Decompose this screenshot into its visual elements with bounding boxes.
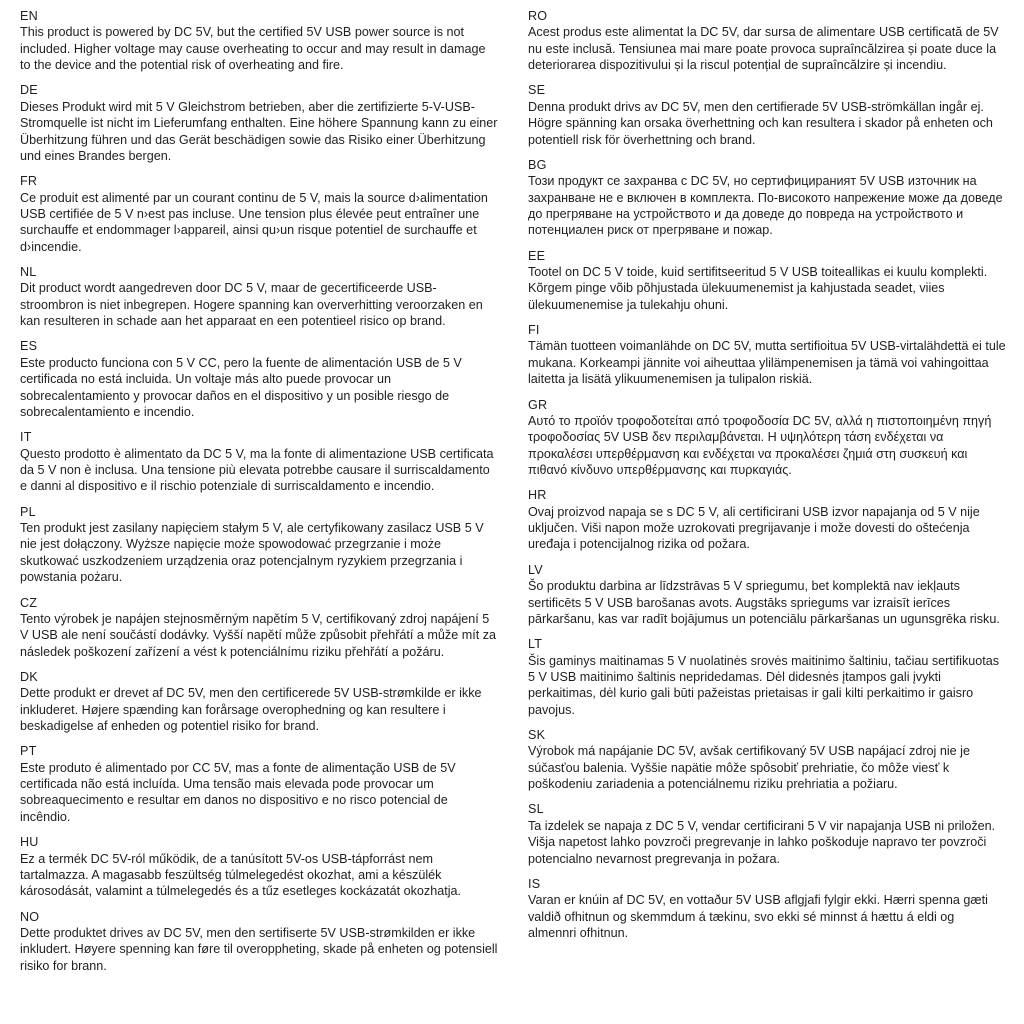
language-code: FI <box>528 323 540 338</box>
language-code: SE <box>528 83 546 98</box>
translation-text: Ten produkt jest zasilany napięciem stałym 5 V, ale certyfikowany zasilacz USB 5 V nie jest dołączony. Wyższe napięcie może spowodować przegrzanie i może skutkować uszkodzeniem urządzenia oraz potencjalnym ryzykiem przegrzania i powstania pożaru. <box>20 521 484 585</box>
lang-section-sl <box>528 801 1006 866</box>
translation-text: This product is powered by DC 5V, but the certified 5V USB power source is not included. Higher voltage may cause overheating to occur and may result in damage to the device and the potential risk of overheating and fire. <box>20 25 486 73</box>
lang-section-de <box>20 82 498 164</box>
lang-section-lt <box>528 636 1006 718</box>
language-code: LT <box>528 637 543 652</box>
language-code: IT <box>20 430 32 445</box>
lang-section-fi <box>528 322 1006 387</box>
lang-section-se <box>528 82 1006 147</box>
lang-section-is <box>528 876 1006 941</box>
translation-text: Dette produkt er drevet af DC 5V, men den certificerede 5V USB-strømkilde er ikke inkluderet. Højere spænding kan forårsage overophedning og kan resultere i beskadigelse af enheden og potentiel risiko for brand. <box>20 686 482 734</box>
lang-section-no <box>20 909 498 974</box>
lang-section-fr <box>20 173 498 255</box>
translation-text: Šis gaminys maitinamas 5 V nuolatinės srovės maitinimo šaltiniu, tačiau sertifikuotas 5 V USB maitinimo šaltinis nepridedamas. Dėl didesnės įtampos gali įvykti perkaitimas, dėl kurio gali būti pažeistas prietaisas ir gali kilti perkaitimo ir gaisro pavojus. <box>528 653 1000 717</box>
language-code: LV <box>528 562 543 577</box>
translation-text: Varan er knúin af DC 5V, en vottaður 5V USB aflgjafi fylgir ekki. Hærri spenna gæti valdið ofhitnun og skemmdum á tækinu, svo ekki sé minnst á hættu á eldi og almennri ofhitnun. <box>528 893 988 940</box>
translation-text: Denna produkt drivs av DC 5V, men den certifierade 5V USB-strömkällan ingår ej. Högre spänning kan orsaka överhettning och kan resultera i skador på enheten och potentiell risk för överhettning och brand. <box>528 99 993 147</box>
column-left <box>20 8 498 1018</box>
lang-section-nl <box>20 264 498 329</box>
language-code: CZ <box>20 595 38 610</box>
translation-text: Acest produs este alimentat la DC 5V, dar sursa de alimentare USB certificată de 5V nu este inclusă. Tensiunea mai mare poate provoca supraîncălzirea și poate duce la deteriorarea dispozitivului și la riscul potențial de supraîncălzire și incendiu. <box>528 25 999 73</box>
translation-text: Este produto é alimentado por CC 5V, mas a fonte de alimentação USB de 5V certificada não está incluída. Uma tensão mais elevada pode provocar um sobreaquecimento e resultar em danos no dispositivo e no risco potencial de incêndio. <box>20 760 456 824</box>
lang-section-cz <box>20 595 498 660</box>
column-right <box>528 8 1006 1018</box>
language-code: HU <box>20 835 39 850</box>
translation-text: Αυτό το προϊόν τροφοδοτείται από τροφοδοσία DC 5V, αλλά η πιστοποιημένη πηγή τροφοδοσίας 5V USB δεν περιλαμβάνεται. Η υψηλότερη τάση ενδέχεται να προκαλέσει υπερθέρμανση και ενδέχεται να προκαλέσει ζημιά στη συσκευή και πιθανό κίνδυνο υπερθέρμανσης και πυρκαγιάς. <box>528 413 992 477</box>
translation-text: Šo produktu darbina ar līdzstrāvas 5 V spriegumu, bet komplektā nav iekļauts sertificēts 5 V USB barošanas avots. Augstāks spriegums var izraisīt ierīces pārkaršanu, kas var radīt bojājumus un potenciālu pārkaršanas un ugunsgrēka risku. <box>528 579 1000 626</box>
language-code: NL <box>20 265 37 280</box>
lang-section-ro <box>528 8 1006 73</box>
language-code: DK <box>20 669 38 684</box>
language-code: EN <box>20 9 38 23</box>
language-code: BG <box>528 157 547 172</box>
language-code: ES <box>20 339 38 354</box>
translation-text: Dit product wordt aangedreven door DC 5 V, maar de gecertificeerde USB-stroombron is niet inbegrepen. Hogere spanning kan oververhitting veroorzaken en kan resulteren in schade aan het apparaat en een potentieel risico op brand. <box>20 281 483 329</box>
language-code: IS <box>528 876 541 891</box>
lang-section-es <box>20 338 498 420</box>
lang-section-ee <box>528 248 1006 313</box>
lang-section-lv <box>528 562 1006 627</box>
language-code: DE <box>20 83 38 98</box>
language-code: HR <box>528 488 547 503</box>
translation-text: Dette produktet drives av DC 5V, men den sertifiserte 5V USB-strømkilden er ikke inkludert. Høyere spenning kan føre til overoppheting, skade på enheten og potensiell risiko for brann. <box>20 925 498 973</box>
translation-text: Ta izdelek se napaja z DC 5 V, vendar certificirani 5 V vir napajanja USB ni priložen. Višja napetost lahko povzroči pregrevanje in lahko poškoduje napravo ter povzroči potencialno nevarnost pregrevanja in požara. <box>528 818 996 866</box>
lang-section-dk <box>20 669 498 734</box>
lang-section-pt <box>20 743 498 825</box>
translation-text: Tento výrobek je napájen stejnosměrným napětím 5 V, certifikovaný zdroj napájení 5 V USB ale není součástí dodávky. Vyšší napětí může způsobit přehřátí a může mít za následek poškození zařízení a vést k potenciálnímu riziku přehřátí a požáru. <box>20 611 496 659</box>
language-code: GR <box>528 397 548 412</box>
language-code: PL <box>20 504 36 519</box>
language-code: PT <box>20 744 37 759</box>
language-code: NO <box>20 909 40 924</box>
translation-text: Този продукт се захранва с DC 5V, но сертифицираният 5V USB източник на захранване не е включен в комплекта. По-високото напрежение може да доведе до прегряване на устройството и да доведе до повреда на устройството и потенциален риск от прегряване и пожар. <box>528 174 1003 238</box>
language-code: SK <box>528 728 546 743</box>
translation-text: Tämän tuotteen voimanlähde on DC 5V, mutta sertifioitua 5V USB-virtalähdettä ei tule mukana. Korkeampi jännite voi aiheuttaa ylilämpenemisen ja tämä voi vahingoittaa laitetta ja lisätä ylikuumenemisen ja tulipalon riskiä. <box>528 339 1006 387</box>
lang-section-gr <box>528 397 1006 479</box>
language-code: EE <box>528 248 546 263</box>
translation-text: Questo prodotto è alimentato da DC 5 V, ma la fonte di alimentazione USB certificata da 5 V non è inclusa. Una tensione più elevata potrebbe causare il surriscaldamento e danni al dispositivo e il rischio potenziale di surriscaldamento e incendio. <box>20 446 494 494</box>
lang-section-bg <box>528 157 1006 239</box>
lang-section-pl <box>20 504 498 586</box>
lang-section-hu <box>20 834 498 899</box>
translation-text: Ez a termék DC 5V-ról működik, de a tanúsított 5V-os USB-tápforrást nem tartalmazza. A magasabb feszültség túlmelegedést okozhat, ami a készülék károsodását, valamint a túlmelegedés és a tűz esetleges kockázatát okozhatja. <box>20 851 462 899</box>
lang-section-hr <box>528 487 1006 552</box>
lang-section-sk <box>528 727 1006 792</box>
translation-text: Tootel on DC 5 V toide, kuid sertifitseeritud 5 V USB toiteallikas ei kuulu komplekti. Kõrgem pinge võib põhjustada ülekuumenemist ja kahjustada seadet, viies ülekuumenemise ja tulekahju ohuni. <box>528 265 988 312</box>
lang-section-it <box>20 429 498 494</box>
lang-section-en <box>20 8 498 73</box>
language-code: SL <box>528 802 544 817</box>
language-code: RO <box>528 9 548 23</box>
translation-text: Ovaj proizvod napaja se s DC 5 V, ali certificirani USB izvor napajanja od 5 V nije uključen. Viši napon može uzrokovati pregrijavanje i može dovesti do oštećenja uređaja i potencijalnog rizika od požara. <box>528 504 980 552</box>
translation-text: Dieses Produkt wird mit 5 V Gleichstrom betrieben, aber die zertifizierte 5-V-USB-Stromquelle ist nicht im Lieferumfang enthalten. Eine höhere Spannung kann zu einer Überhitzung führen und das Gerät beschädigen sowie das Risiko einer Überhitzung und eines Brandes bergen. <box>20 99 498 163</box>
translation-text: Ce produit est alimenté par un courant continu de 5 V, mais la source d›alimentation USB certifiée de 5 V n›est pas incluse. Une tension plus élevée peut entraîner une surchauffe et endommager l›appareil, ainsi qu›un risque potentiel de surchauffe et d›incendie. <box>20 190 488 254</box>
language-code: FR <box>20 174 38 189</box>
translation-text: Este producto funciona con 5 V CC, pero la fuente de alimentación USB de 5 V certificada no está incluida. Un voltaje más alto puede provocar un sobrecalentamiento y provocar daños en el dispositivo y un posible riesgo de sobrecalentamiento e incendio. <box>20 355 462 419</box>
translation-text: Výrobok má napájanie DC 5V, avšak certifikovaný 5V USB napájací zdroj nie je súčasťou balenia. Vyššie napätie môže spôsobiť prehriatie, čo môže viesť k poškodeniu zariadenia a potenciálnemu riziku prehriatia a požiaru. <box>528 744 970 792</box>
